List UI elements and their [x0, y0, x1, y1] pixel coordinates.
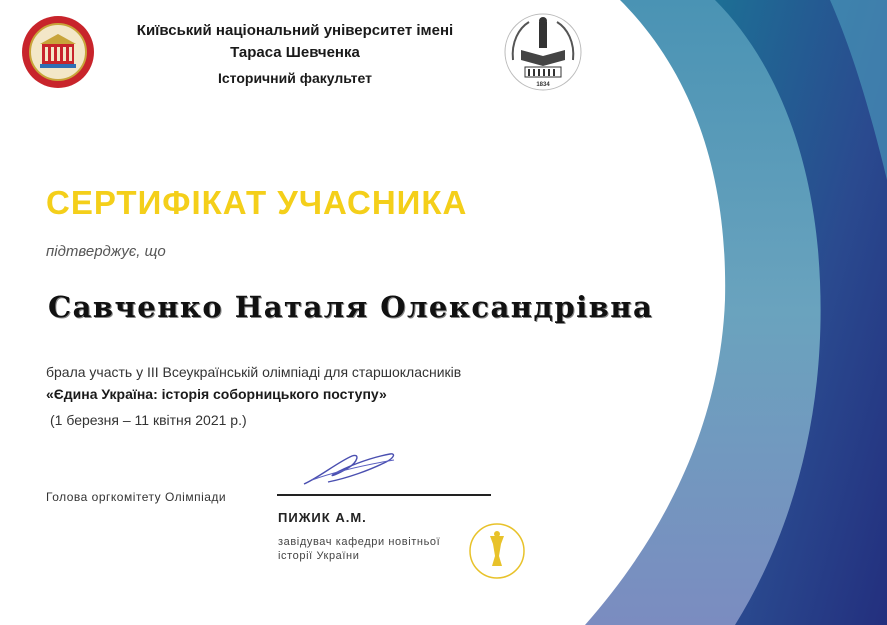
olympiad-dates: (1 березня – 11 квітня 2021 р.): [50, 412, 247, 428]
recipient-name: Савченко Наталя Олександрівна: [48, 290, 654, 324]
university-line-1: Київський національний університет імені: [136, 22, 454, 39]
faculty-name: Історичний факультет: [218, 70, 372, 86]
position-line-2: історії України: [278, 550, 360, 562]
confirms-text: підтверджує, що: [46, 243, 166, 260]
signer-position: [278, 535, 468, 563]
right-logo-year: 1834: [536, 82, 550, 88]
signer-name: ПИЖИК А.М.: [278, 510, 367, 525]
university-emblem-icon: [20, 14, 96, 90]
olympiad-title: «Єдина Україна: історія соборницького поступу»: [46, 386, 387, 402]
chair-label: Голова оргкомітету Олімпіади: [46, 490, 227, 504]
certificate-title: СЕРТИФІКАТ УЧАСНИКА: [46, 184, 468, 221]
signature-line: [277, 494, 491, 496]
handwritten-signature: [298, 448, 400, 490]
university-line-2: Тараса Шевченка: [230, 44, 360, 61]
faculty-emblem-icon: [503, 12, 583, 92]
university-name: [112, 20, 478, 64]
participation-description: брала участь у ІІІ Всеукраїнській олімпіаді для старшокласників: [46, 364, 462, 380]
position-line-1: завідувач кафедри новітньої: [278, 536, 441, 548]
gold-seal-icon: [468, 522, 526, 580]
